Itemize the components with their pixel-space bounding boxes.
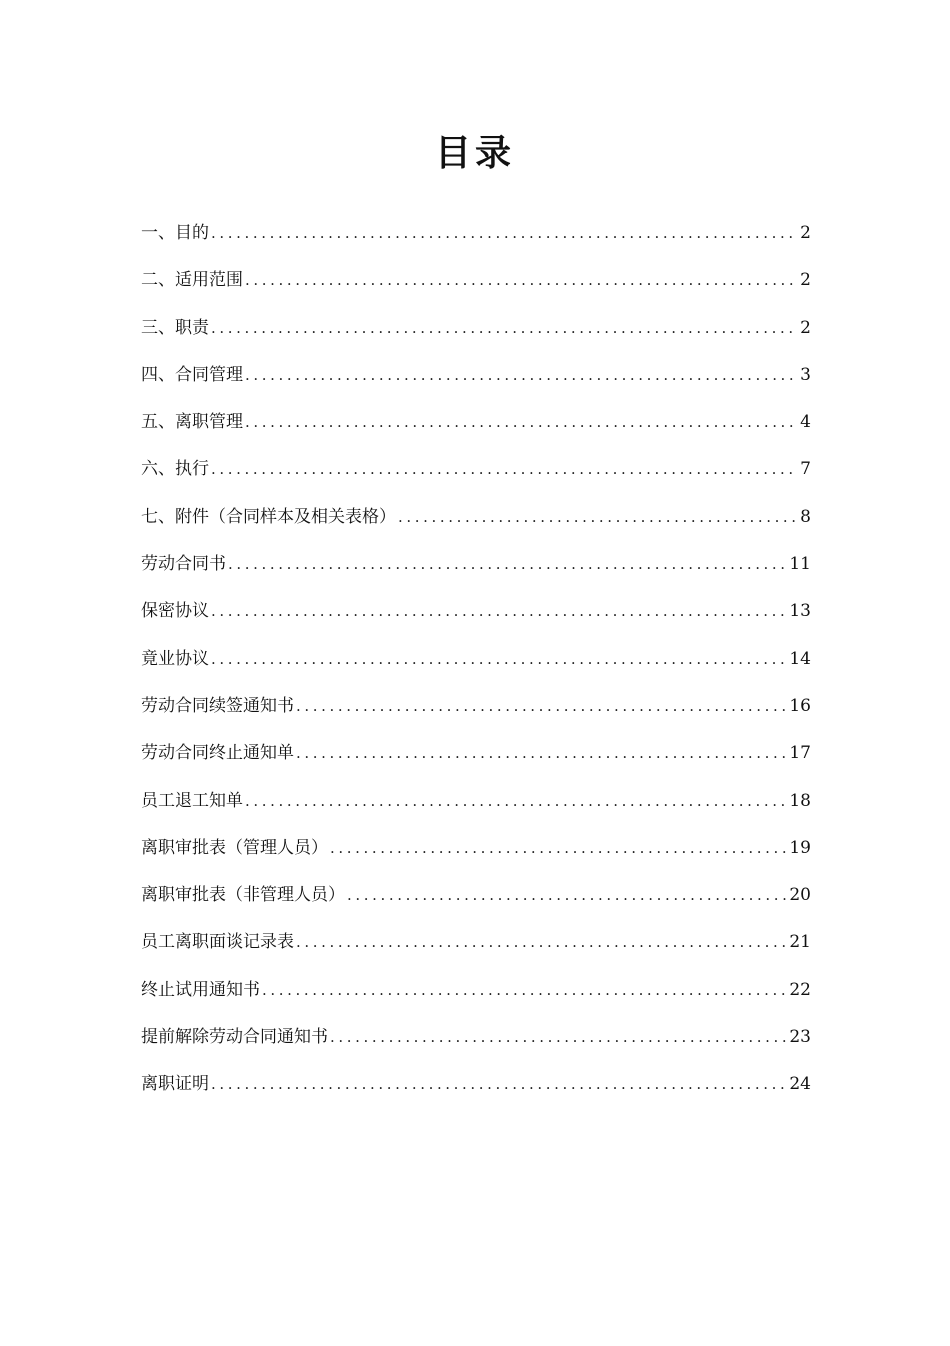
toc-entry[interactable] [141,1014,811,1061]
toc-entry-page-number: 13 [789,601,811,622]
toc-entry[interactable] [141,683,811,730]
toc-entry[interactable] [141,494,811,541]
toc-entry-label: 五、离职管理 [141,412,243,433]
toc-dot-leader [211,636,787,683]
toc-entry[interactable] [141,730,811,777]
toc-dot-leader [211,588,787,635]
toc-entry-label: 四、合同管理 [141,364,243,385]
toc-entry-label: 离职审批表（非管理人员） [141,885,345,906]
toc-entry-label: 三、职责 [141,317,209,338]
toc-entry-page-number: 2 [800,317,811,338]
toc-entry-label: 二、适用范围 [141,270,243,291]
toc-entry-label: 保密协议 [141,601,209,622]
toc-entry-page-number: 24 [789,1074,811,1095]
toc-dot-leader [245,352,798,399]
toc-entry-label: 员工离职面谈记录表 [141,932,294,953]
toc-dot-leader [228,541,787,588]
toc-entry-page-number: 16 [789,695,811,716]
toc-entry[interactable] [141,446,811,493]
toc-entry[interactable] [141,825,811,872]
toc-entry-label: 劳动合同书 [141,554,226,575]
toc-entry-page-number: 2 [800,223,811,243]
toc-entry-label: 劳动合同终止通知单 [141,743,294,764]
toc-entry[interactable] [141,636,811,683]
toc-entry[interactable] [141,967,811,1014]
toc-entry-label: 劳动合同续签通知书 [141,695,294,716]
toc-dot-leader [245,399,798,446]
toc-entry-label: 离职证明 [141,1074,209,1095]
toc-entry-page-number: 23 [789,1027,811,1048]
toc-entry[interactable] [141,778,811,825]
toc-entry-page-number: 17 [789,743,811,764]
toc-dot-leader [296,919,787,966]
toc-entry-label: 竟业协议 [141,648,209,669]
toc-dot-leader [262,967,787,1014]
toc-entry-label: 提前解除劳动合同通知书 [141,1027,328,1048]
toc-entry[interactable] [141,588,811,635]
toc-dot-leader [347,872,787,919]
toc-entry-page-number: 21 [789,932,811,953]
toc-entry-page-number: 3 [800,364,811,385]
toc-dot-leader [211,305,798,352]
toc-dot-leader [330,825,787,872]
toc-entry-page-number: 22 [789,979,811,1000]
toc-entry[interactable] [141,1061,811,1108]
toc-entry-page-number: 4 [800,412,811,433]
toc-entry[interactable] [141,257,811,304]
toc-dot-leader [296,683,787,730]
toc-dot-leader [245,257,798,304]
toc-entry-page-number: 2 [800,270,811,291]
toc-entry[interactable] [141,541,811,588]
toc-entry-label: 一、目的 [141,223,209,243]
toc-entry[interactable] [141,352,811,399]
page-title: 目录 [434,133,515,174]
toc-entry[interactable] [141,919,811,966]
toc-entry-label: 六、执行 [141,459,209,480]
toc-dot-leader [211,1061,787,1108]
toc-entry-page-number: 8 [800,506,811,527]
toc-entry-page-number: 7 [800,459,811,480]
table-of-contents [141,210,811,1109]
toc-entry[interactable] [141,305,811,352]
toc-entry-label: 七、附件（合同样本及相关表格） [141,506,396,527]
toc-entry-label: 员工退工知单 [141,790,243,811]
toc-entry-page-number: 20 [789,885,811,906]
toc-dot-leader [330,1014,787,1061]
toc-entry[interactable] [141,210,811,257]
toc-entry-page-number: 19 [789,837,811,858]
toc-entry-label: 终止试用通知书 [141,979,260,1000]
toc-entry-page-number: 11 [789,554,811,575]
toc-entry-page-number: 14 [789,648,811,669]
toc-entry[interactable] [141,872,811,919]
toc-dot-leader [211,446,798,493]
toc-entry-label: 离职审批表（管理人员） [141,837,328,858]
toc-entry[interactable] [141,399,811,446]
toc-dot-leader [211,210,798,257]
toc-dot-leader [398,494,798,541]
toc-entry-page-number: 18 [789,790,811,811]
toc-dot-leader [245,778,787,825]
toc-dot-leader [296,730,787,777]
